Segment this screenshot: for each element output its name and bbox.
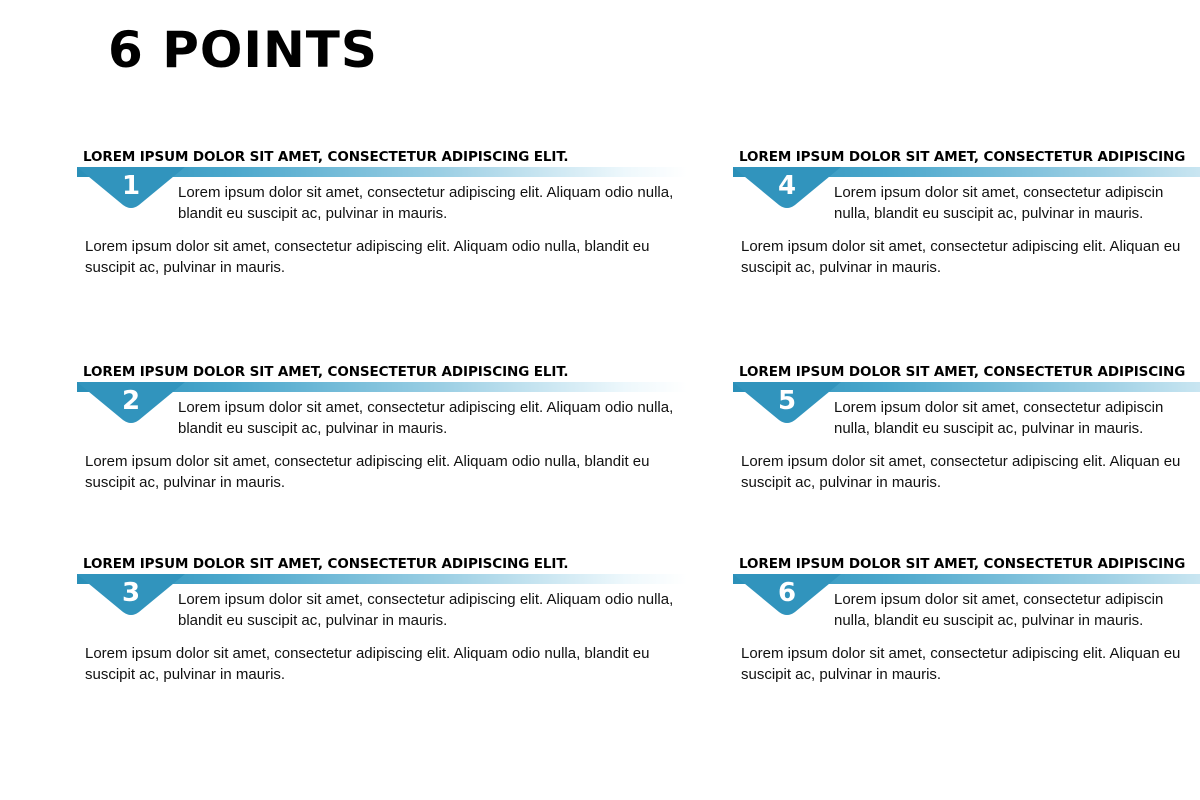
point-body-text: Lorem ipsum dolor sit amet, consectetur adipiscing elit. Aliquam odio nulla, blandit eu suscipit ac, pulvinar in mauris. — [85, 238, 650, 276]
point-item-3 — [0, 555, 700, 705]
point-number: 6 — [777, 578, 797, 608]
point-inline-text: Lorem ipsum dolor sit amet, consectetur adipiscin nulla, blandit eu suscipit ac, pulvinar in mauris. — [834, 591, 1164, 629]
point-heading: LOREM IPSUM DOLOR SIT AMET, CONSECTETUR ADIPISCING ELIT. — [83, 149, 569, 165]
point-body-text: Lorem ipsum dolor sit amet, consectetur adipiscing elit. Aliquan eu suscipit ac, pulvinar in mauris. — [741, 238, 1181, 276]
point-heading: LOREM IPSUM DOLOR SIT AMET, CONSECTETUR ADIPISCING ELIT. — [83, 556, 569, 572]
point-body-text: Lorem ipsum dolor sit amet, consectetur adipiscing elit. Aliquan eu suscipit ac, pulvinar in mauris. — [741, 453, 1181, 491]
point-item-6 — [656, 555, 1200, 705]
point-inline-text: Lorem ipsum dolor sit amet, consectetur adipiscin nulla, blandit eu suscipit ac, pulvinar in mauris. — [834, 184, 1164, 222]
point-item-5 — [656, 363, 1200, 513]
point-heading: LOREM IPSUM DOLOR SIT AMET, CONSECTETUR ADIPISCING ELIT. — [83, 364, 569, 380]
point-body-text: Lorem ipsum dolor sit amet, consectetur adipiscing elit. Aliquam odio nulla, blandit eu suscipit ac, pulvinar in mauris. — [85, 645, 650, 683]
point-inline-text: Lorem ipsum dolor sit amet, consectetur adipiscin nulla, blandit eu suscipit ac, pulvinar in mauris. — [834, 399, 1164, 437]
point-body-text: Lorem ipsum dolor sit amet, consectetur adipiscing elit. Aliquam odio nulla, blandit eu suscipit ac, pulvinar in mauris. — [85, 453, 650, 491]
point-heading: LOREM IPSUM DOLOR SIT AMET, CONSECTETUR ADIPISCING — [739, 556, 1186, 572]
page-title: 6 POINTS — [108, 21, 378, 79]
point-number: 1 — [121, 171, 141, 201]
point-number: 4 — [777, 171, 797, 201]
point-item-1 — [0, 148, 700, 298]
point-item-2 — [0, 363, 700, 513]
point-body-text: Lorem ipsum dolor sit amet, consectetur adipiscing elit. Aliquan eu suscipit ac, pulvinar in mauris. — [741, 645, 1181, 683]
point-inline-text: Lorem ipsum dolor sit amet, consectetur adipiscing elit. Aliquam odio nulla, blandit eu suscipit ac, pulvinar in mauris. — [178, 591, 674, 629]
point-number: 3 — [121, 578, 141, 608]
point-heading: LOREM IPSUM DOLOR SIT AMET, CONSECTETUR ADIPISCING — [739, 364, 1186, 380]
point-item-4 — [656, 148, 1200, 298]
point-inline-text: Lorem ipsum dolor sit amet, consectetur adipiscing elit. Aliquam odio nulla, blandit eu suscipit ac, pulvinar in mauris. — [178, 184, 674, 222]
points-column-right — [656, 0, 1200, 800]
point-inline-text: Lorem ipsum dolor sit amet, consectetur adipiscing elit. Aliquam odio nulla, blandit eu suscipit ac, pulvinar in mauris. — [178, 399, 674, 437]
point-number: 2 — [121, 386, 141, 416]
point-number: 5 — [777, 386, 797, 416]
point-heading: LOREM IPSUM DOLOR SIT AMET, CONSECTETUR ADIPISCING — [739, 149, 1186, 165]
